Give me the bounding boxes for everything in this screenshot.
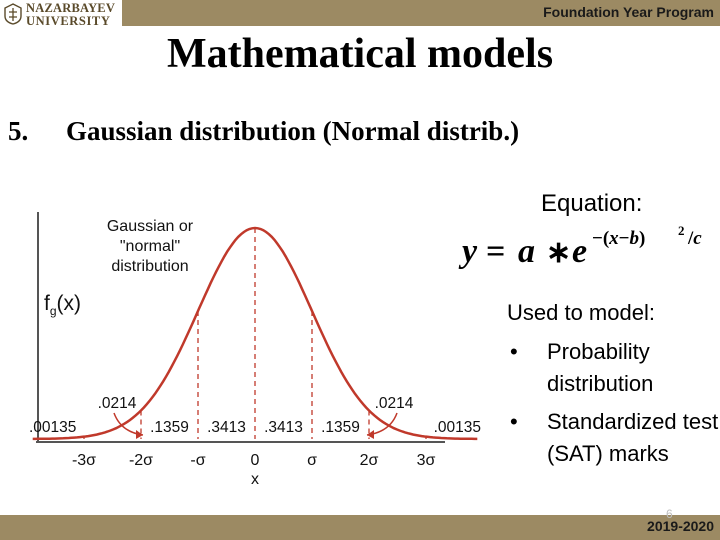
x-tick-label: 3σ — [416, 452, 436, 469]
program-name: Foundation Year Program — [543, 4, 714, 20]
x-tick-label: -3σ — [71, 452, 97, 469]
slide-subtitle — [8, 116, 519, 147]
page-number: 6 — [666, 507, 673, 521]
x-tick-label: -2σ — [128, 452, 154, 469]
x-tick-label: 0 — [250, 452, 260, 469]
x-tick-label: -σ — [190, 452, 206, 469]
region-probability-label: .1359 — [150, 419, 189, 436]
svg-text:a: a — [518, 233, 535, 270]
region-probability-label: .1359 — [321, 419, 360, 436]
logo-text-line2: UNIVERSITY — [26, 14, 111, 28]
region-probability-label: .3413 — [207, 419, 246, 436]
region-probability-label: .3413 — [264, 419, 303, 436]
svg-text:2: 2 — [678, 223, 685, 238]
subtitle-text: Gaussian distribution (Normal distrib.) — [66, 116, 520, 146]
region-probability-label: .00135 — [433, 419, 482, 436]
use-case-list — [510, 336, 720, 476]
slide-title: Mathematical models — [166, 31, 554, 77]
university-emblem-icon — [4, 3, 22, 25]
list-item — [510, 406, 720, 470]
academic-year: 2019-2020 — [647, 518, 714, 534]
svg-text:∗: ∗ — [546, 236, 572, 269]
svg-text:/c: /c — [688, 228, 702, 249]
tail-arrowhead — [367, 430, 374, 439]
tail-arrow-line — [114, 413, 143, 435]
list-item — [510, 336, 720, 400]
curve-annotation-line: Gaussian or — [106, 218, 194, 235]
y-axis-label: $f_g(x)$ — [44, 292, 82, 318]
tail-probability-label: .0214 — [374, 395, 414, 412]
tail-arrowhead — [136, 430, 143, 439]
curve-annotation-line: distribution — [111, 258, 189, 275]
curve-annotation-line: "normal" — [119, 238, 181, 255]
svg-text:−(x−b): −(x−b) — [592, 228, 646, 249]
item-number: 5. — [8, 116, 29, 146]
x-tick-label: 2σ — [359, 452, 379, 469]
bullet-icon: • — [510, 339, 518, 364]
equation-formula — [460, 222, 720, 268]
bullet-icon: • — [510, 409, 518, 434]
x-tick-label: σ — [307, 452, 317, 469]
list-item-text: Probability distribution — [547, 339, 654, 396]
logo-text-line1: NAZARBAYEV — [26, 1, 116, 15]
region-probability-label: .00135 — [28, 419, 77, 436]
list-item-text: Standardized test (SAT) marks — [547, 409, 719, 466]
footer-bar — [0, 515, 720, 540]
x-axis-label: x — [251, 471, 259, 488]
equation-label: Equation: — [541, 190, 643, 217]
tail-arrow-line — [367, 413, 397, 435]
svg-text:=: = — [486, 233, 506, 270]
svg-text:y: y — [462, 233, 478, 270]
tail-probability-label: .0214 — [97, 395, 137, 412]
university-logo — [0, 0, 122, 30]
used-to-model-label: Used to model: — [507, 300, 655, 325]
gaussian-chart — [0, 190, 482, 490]
svg-text:e: e — [572, 233, 588, 270]
